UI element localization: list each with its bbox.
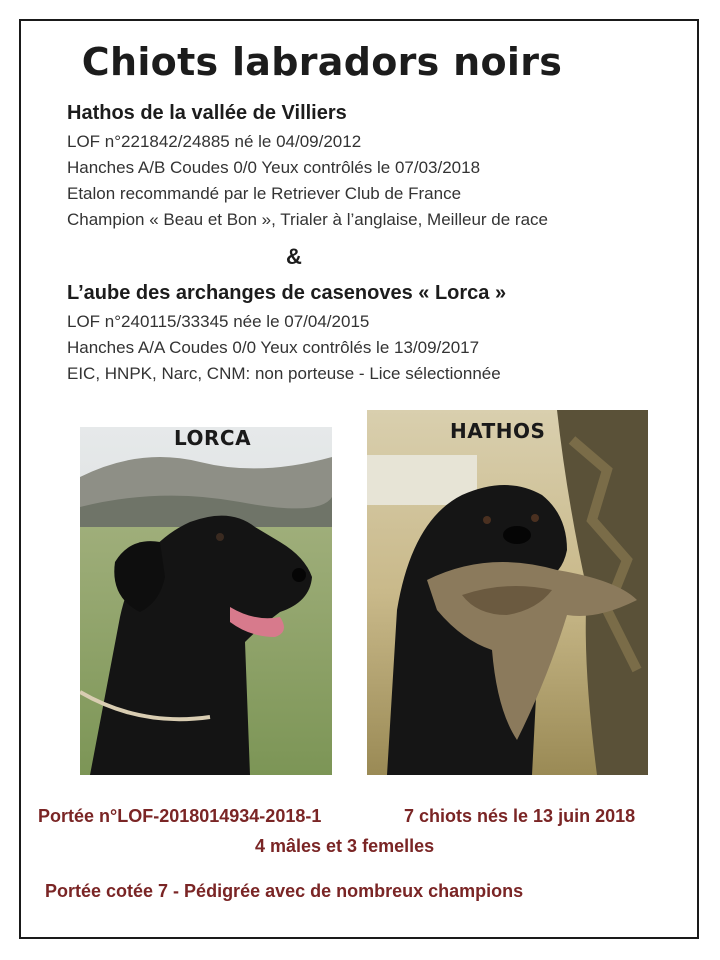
puppies-sex: 4 mâles et 3 femelles bbox=[255, 836, 435, 856]
sire-name: Hathos de la vallée de Villiers bbox=[67, 102, 347, 124]
sire-lof-line: LOF n°221842/24885 né le 04/09/2012 bbox=[67, 132, 362, 151]
sire-info bbox=[67, 102, 548, 233]
litter-number: Portée n°LOF-2018014934-2018-1 bbox=[38, 806, 322, 826]
hathos-photo bbox=[367, 410, 648, 775]
dam-info bbox=[67, 282, 506, 387]
hathos-label: HATHOS bbox=[450, 419, 546, 443]
sire-titles-line: Champion « Beau et Bon », Trialer à l’anglaise, Meilleur de race bbox=[67, 210, 548, 229]
dam-health-line: Hanches A/A Coudes 0/0 Yeux contrôlés le 13/09/2017 bbox=[67, 338, 480, 357]
ampersand: & bbox=[286, 244, 302, 269]
dam-lof-line: LOF n°240115/33345 née le 07/04/2015 bbox=[67, 312, 370, 331]
hathos-dog-image bbox=[367, 410, 648, 775]
sire-recommendation-line: Etalon recommandé par le Retriever Club de France bbox=[67, 184, 462, 203]
puppies-born: 7 chiots nés le 13 juin 2018 bbox=[404, 806, 636, 826]
sire-health-line: Hanches A/B Coudes 0/0 Yeux contrôlés le 07/03/2018 bbox=[67, 158, 481, 177]
lorca-label: LORCA bbox=[174, 426, 252, 450]
lorca-photo bbox=[80, 427, 332, 775]
lorca-dog-image bbox=[80, 427, 332, 775]
litter-rating: Portée cotée 7 - Pédigrée avec de nombreux champions bbox=[45, 881, 524, 901]
page-title: Chiots labradors noirs bbox=[81, 40, 563, 84]
dam-genetics-line: EIC, HNPK, Narc, CNM: non porteuse - Lice sélectionnée bbox=[67, 364, 501, 383]
dam-name: L’aube des archanges de casenoves « Lorca » bbox=[67, 282, 507, 304]
